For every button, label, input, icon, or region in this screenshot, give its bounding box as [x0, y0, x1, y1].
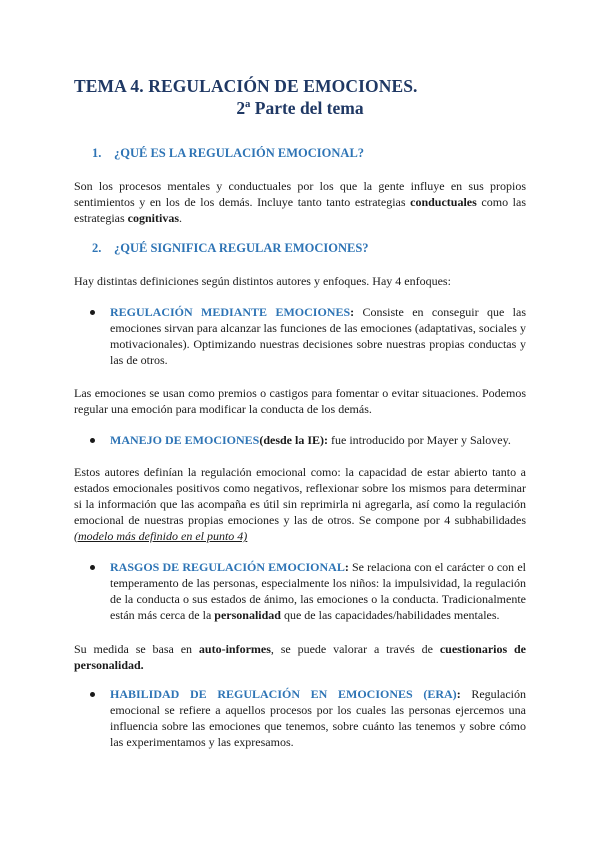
bullet-text: que de las capacidades/habilidades mentales. — [280, 608, 500, 622]
section-1-number: 1. — [92, 146, 102, 160]
section-1-paragraph — [74, 178, 526, 226]
section-2-heading-text: ¿QUÉ SIGNIFICA REGULAR EMOCIONES? — [114, 241, 369, 255]
bullet-colon: : — [344, 560, 349, 574]
bullet-dot-icon — [90, 310, 95, 315]
bullet-text: Regulación emocional se refiere a aquellos procesos por los cuales las personas ejercemos una influencia sobre las emociones que tenemos, sobre cuánto las tenemos y sobre cómo las experimentamos y las expresamos. — [110, 687, 526, 749]
paragraph-after-bullet-1: Las emociones se usan como premios o castigos para fomentar o evitar situaciones. Podemos regular una emoción para modificar la conducta de los demás. — [74, 386, 526, 416]
section-2-intro: Hay distintas definiciones según distintos autores y enfoques. Hay 4 enfoques: — [74, 274, 451, 288]
bold-run: conductuales — [410, 195, 477, 209]
bullet-item — [110, 686, 526, 750]
section-1-heading — [92, 146, 364, 161]
bullet-label: MANEJO DE EMOCIONES — [110, 433, 260, 447]
paragraph-after-bullet-3 — [74, 641, 526, 673]
section-2-heading — [92, 241, 369, 256]
bullet-text: fue introducido por Mayer y Salovey. — [328, 433, 511, 447]
bullet-colon: : — [456, 687, 461, 701]
bullet-dot-icon — [90, 565, 95, 570]
bullet-text: Consiste en conseguir que las emociones sirvan para alcanzar las funciones de las emociones (adaptativas, sociales y motivacionales). Optimizando nuestras decisiones sobre nuestras propias conductas y las de otros. — [110, 305, 526, 367]
bold-run: personalidad — [214, 608, 281, 622]
text-run: . — [179, 211, 182, 225]
text-run: Son los procesos mentales y conductuales por los que la gente influye en sus propios sentimientos y en los de los demás. Incluye tanto tanto estrategias — [74, 179, 526, 209]
text-run: Estos autores definían la regulación emocional como: la capacidad de estar abierto tanto a estados emocionales positivos como negativos, reflexionar sobre los mismos para determinar si la información que las acompaña es útil sin reprimirla ni agregarla, así como la regulación emocional de nuestras propias emociones y las de otros. Se compone por 4 subhabilidades — [74, 465, 526, 527]
bold-run: auto-informes — [198, 642, 271, 656]
bullet-item — [110, 432, 526, 448]
bullet-label: RASGOS DE REGULACIÓN EMOCIONAL — [110, 560, 345, 574]
document-subtitle: 2ª Parte del tema — [236, 98, 364, 118]
bullet-text: Se relaciona con el carácter o con el temperamento de las personas, especialmente los niños: la impulsividad, la regulación de la conducta o sus estados de ánimo, las emociones o la conducta. Tradicionalmente están más cerca de la — [110, 560, 526, 622]
bullet-colon: : — [350, 305, 355, 319]
bullet-dot-icon — [90, 438, 95, 443]
bullet-label: REGULACIÓN MEDIANTE EMOCIONES — [110, 305, 351, 319]
bold-run: cognitivas — [127, 211, 179, 225]
section-1-heading-text: ¿QUÉ ES LA REGULACIÓN EMOCIONAL? — [114, 146, 365, 160]
document-title: TEMA 4. REGULACIÓN DE EMOCIONES. — [74, 76, 418, 96]
note-run: (modelo más definido en el punto 4) — [74, 529, 248, 543]
bullet-label: HABILIDAD DE REGULACIÓN EN EMOCIONES (ERA) — [110, 687, 457, 701]
bullet-label-suffix: (desde la IE): — [259, 433, 329, 447]
text-run: , se puede valorar a través de — [270, 642, 440, 656]
bullet-dot-icon — [90, 692, 95, 697]
paragraph-after-bullet-2 — [74, 464, 526, 544]
text-run: Su medida se basa en — [74, 642, 199, 656]
bullet-item — [110, 304, 526, 368]
text-run: como las estrategias — [74, 195, 526, 225]
section-2-number: 2. — [92, 241, 102, 255]
bullet-item — [110, 559, 526, 623]
bold-run: cuestionarios de personalidad. — [74, 642, 526, 672]
